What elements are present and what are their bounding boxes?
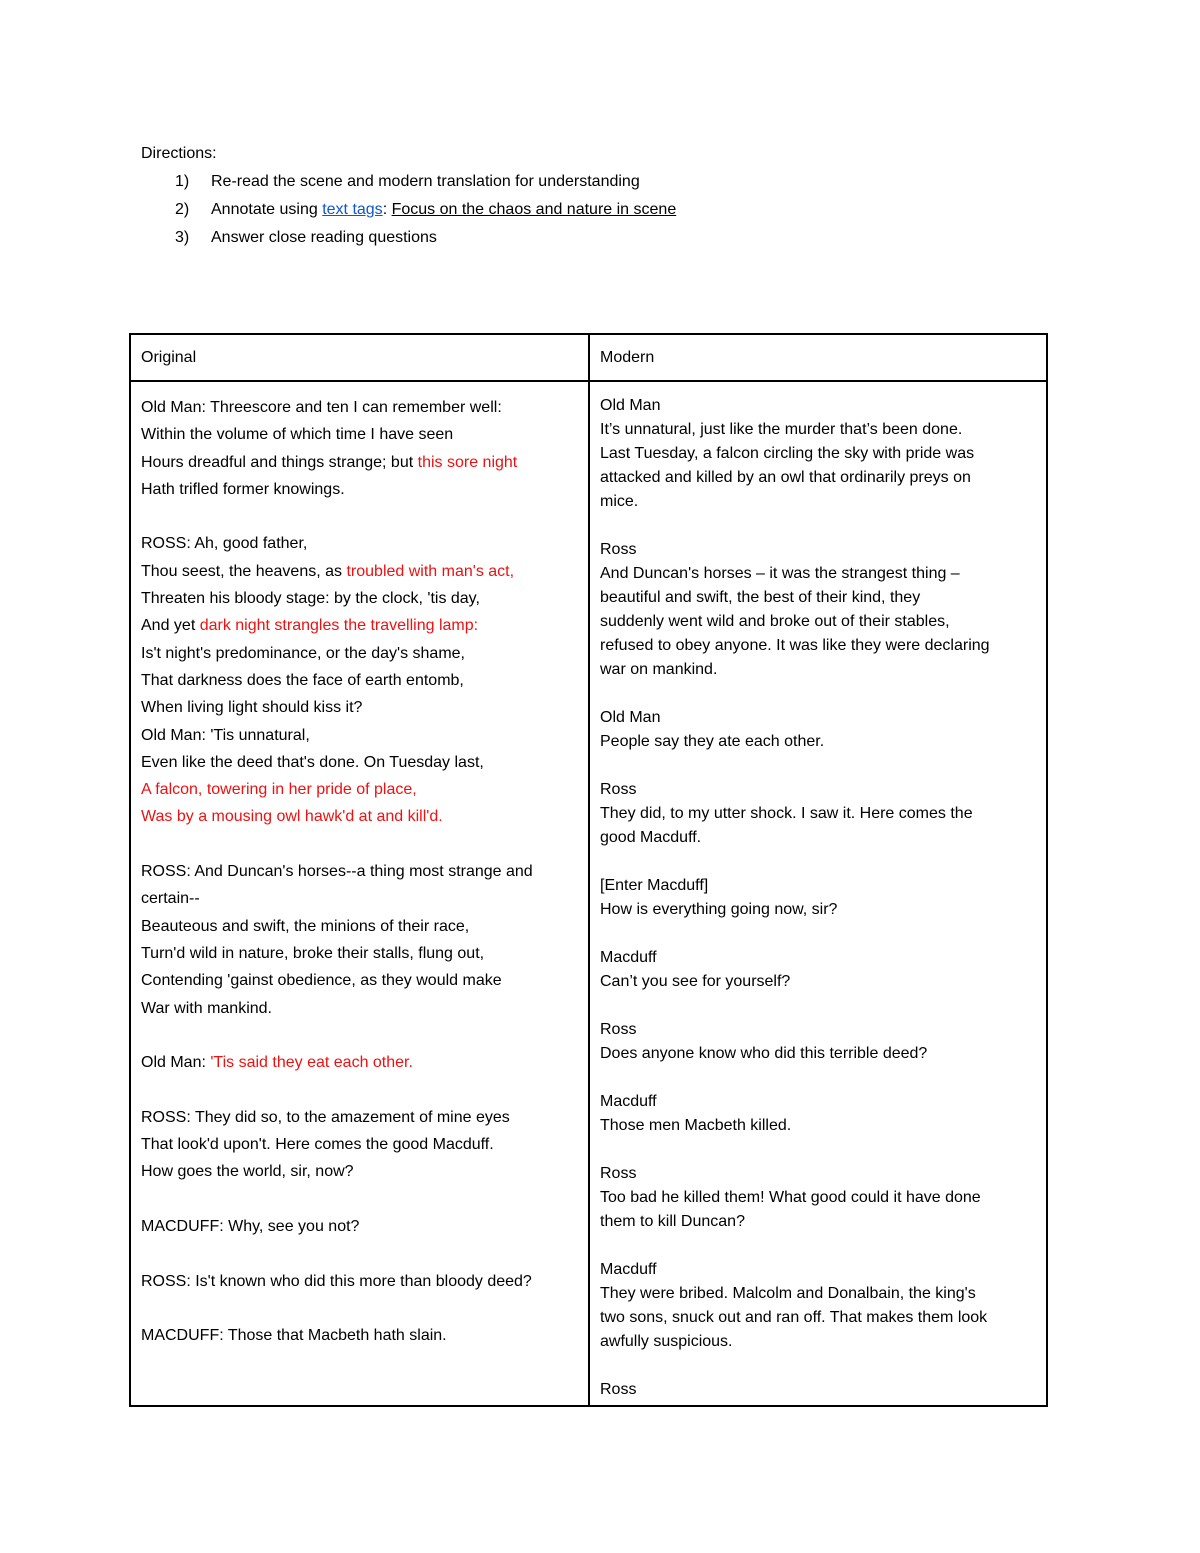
original-line (141, 1240, 580, 1267)
original-line (141, 667, 580, 694)
modern-line: Ross (600, 1381, 637, 1398)
direction-text: : (382, 201, 392, 218)
original-line (141, 1158, 580, 1185)
modern-line: Ross (600, 781, 637, 798)
line-text: That darkness does the face of earth entomb, (141, 671, 464, 689)
directions-title: Directions: (141, 145, 217, 162)
modern-line: Old Man (600, 397, 661, 414)
original-line (141, 858, 580, 885)
highlighted-text: 'Tis said they eat each other. (210, 1054, 413, 1072)
original-line (141, 476, 580, 503)
direction-text: Answer close reading questions (211, 229, 437, 246)
header-original: Original (130, 334, 589, 381)
original-line (141, 585, 580, 612)
modern-line: Can’t you see for yourself? (600, 973, 791, 990)
original-line (141, 421, 580, 448)
original-line (141, 640, 580, 667)
direction-item (141, 171, 676, 199)
header-row (130, 334, 1047, 381)
highlighted-text: this sore night (417, 453, 518, 471)
modern-line: good Macduff. (600, 829, 702, 846)
original-line (141, 885, 580, 912)
modern-line: They were bribed. Malcolm and Donalbain, the king's (600, 1285, 976, 1302)
modern-text-cell (589, 381, 1047, 1406)
modern-line: Too bad he killed them! What good could it have done (600, 1189, 981, 1206)
original-line (141, 1131, 580, 1158)
original-line (141, 1022, 580, 1049)
original-line (141, 776, 580, 803)
scene-table (129, 333, 1048, 1407)
directions-section (141, 143, 676, 255)
original-line (141, 722, 580, 749)
modern-line (600, 922, 1038, 946)
line-text: ROSS: Is't known who did this more than bloody deed? (141, 1272, 532, 1290)
line-text: Old Man: Threescore and ten I can remember well: (141, 399, 502, 416)
line-text: Hath trifled former knowings. (141, 480, 345, 498)
line-text: ROSS: And Duncan's horses--a thing most strange and (141, 863, 533, 881)
modern-line (600, 682, 1038, 706)
modern-line: Old Man (600, 709, 661, 726)
line-text: War with mankind. (141, 999, 272, 1017)
line-text: Beauteous and swift, the minions of their race, (141, 917, 470, 935)
header-modern: Modern (589, 334, 1047, 381)
modern-line: them to kill Duncan? (600, 1213, 745, 1230)
original-line (141, 1322, 580, 1349)
direction-number: 1) (175, 173, 190, 190)
line-text: Even like the deed that's done. On Tuesday last, (141, 753, 484, 771)
original-line (141, 1186, 580, 1213)
original-text-cell (130, 381, 589, 1406)
modern-line (600, 1354, 1038, 1378)
modern-line: Ross (600, 1021, 637, 1038)
original-line (141, 749, 580, 776)
line-text: When living light should kiss it? (141, 699, 363, 717)
original-line (141, 1104, 580, 1131)
line-text: How goes the world, sir, now? (141, 1163, 354, 1181)
line-text: Threaten his bloody stage: by the clock, 'tis day, (141, 590, 480, 608)
modern-line: awfully suspicious. (600, 1333, 733, 1350)
line-text: ROSS: Ah, good father, (141, 535, 308, 553)
line-text: MACDUFF: Those that Macbeth hath slain. (141, 1327, 447, 1345)
modern-line: How is everything going now, sir? (600, 901, 838, 918)
modern-line (600, 754, 1038, 778)
modern-line (600, 994, 1038, 1018)
modern-line: Ross (600, 541, 637, 558)
text-tags-link[interactable]: text tags (322, 201, 383, 218)
modern-line: two sons, snuck out and ran off. That makes them look (600, 1309, 988, 1326)
original-line (141, 831, 580, 858)
original-line (141, 694, 580, 721)
modern-line: attacked and killed by an owl that ordinarily preys on (600, 469, 971, 486)
direction-text: Re-read the scene and modern translation for understanding (211, 173, 640, 190)
highlighted-text: troubled with man's act, (346, 562, 515, 580)
modern-line: mice. (600, 493, 639, 510)
line-text: certain-- (141, 890, 200, 908)
modern-line: [Enter Macduff] (600, 877, 709, 894)
direction-number: 2) (175, 201, 190, 218)
modern-line: Macduff (600, 1093, 657, 1110)
original-line (141, 1076, 580, 1103)
modern-line: refused to obey anyone. It was like they were declaring (600, 637, 990, 654)
original-line (141, 530, 580, 557)
modern-line: People say they ate each other. (600, 733, 825, 750)
line-text: Contending 'gainst obedience, as they would make (141, 972, 502, 990)
modern-line: It’s unnatural, just like the murder that’s been done. (600, 421, 963, 438)
direction-focus-text: Focus on the chaos and nature in scene (391, 201, 677, 218)
original-line (141, 558, 580, 585)
modern-line: Those men Macbeth killed. (600, 1117, 792, 1134)
line-text: ROSS: They did so, to the amazement of mine eyes (141, 1108, 510, 1126)
direction-item (141, 227, 676, 255)
modern-line: Does anyone know who did this terrible deed? (600, 1045, 928, 1062)
body-row (130, 381, 1047, 1406)
original-line (141, 995, 580, 1022)
original-line (141, 449, 580, 476)
modern-line: Last Tuesday, a falcon circling the sky with pride was (600, 445, 975, 462)
modern-line: Macduff (600, 1261, 657, 1278)
modern-line: They did, to my utter shock. I saw it. Here comes the (600, 805, 973, 822)
line-text: Turn'd wild in nature, broke their stalls, flung out, (141, 944, 485, 962)
modern-line (600, 1066, 1038, 1090)
original-line (141, 394, 580, 421)
original-line (141, 967, 580, 994)
original-line (141, 913, 580, 940)
original-line (141, 1049, 580, 1076)
modern-line: beautiful and swift, the best of their kind, they (600, 589, 921, 606)
line-text: That look'd upon't. Here comes the good Macduff. (141, 1136, 494, 1154)
original-line (141, 1268, 580, 1295)
line-text: MACDUFF: Why, see you not? (141, 1217, 360, 1235)
original-line (141, 940, 580, 967)
modern-line (600, 1234, 1038, 1258)
line-text: Thou seest, the heavens, as (141, 562, 347, 580)
modern-line: suddenly went wild and broke out of their stables, (600, 613, 950, 630)
original-line (141, 1213, 580, 1240)
modern-line: And Duncan's horses – it was the strangest thing – (600, 565, 960, 582)
line-text: Old Man: (141, 1054, 211, 1072)
line-text: And yet (141, 617, 200, 635)
modern-line (600, 850, 1038, 874)
line-text: Is't night's predominance, or the day's shame, (141, 644, 465, 662)
original-line (141, 803, 580, 830)
directions-list (141, 171, 676, 255)
modern-line (600, 514, 1038, 538)
highlighted-text: A falcon, towering in her pride of place, (141, 781, 417, 799)
direction-number: 3) (175, 229, 190, 246)
modern-line: Macduff (600, 949, 657, 966)
original-line (141, 1295, 580, 1322)
line-text: Old Man: 'Tis unnatural, (141, 726, 310, 744)
highlighted-text: Was by a mousing owl hawk'd at and kill'd. (141, 808, 443, 826)
line-text: Hours dreadful and things strange; but (141, 453, 418, 471)
modern-line (600, 1138, 1038, 1162)
direction-text: Annotate using (211, 201, 323, 218)
direction-item (141, 199, 676, 227)
line-text: Within the volume of which time I have seen (141, 426, 454, 444)
modern-line: war on mankind. (600, 661, 718, 678)
original-line (141, 612, 580, 639)
highlighted-text: dark night strangles the travelling lamp: (199, 617, 479, 635)
original-line (141, 503, 580, 530)
modern-line: Ross (600, 1165, 637, 1182)
